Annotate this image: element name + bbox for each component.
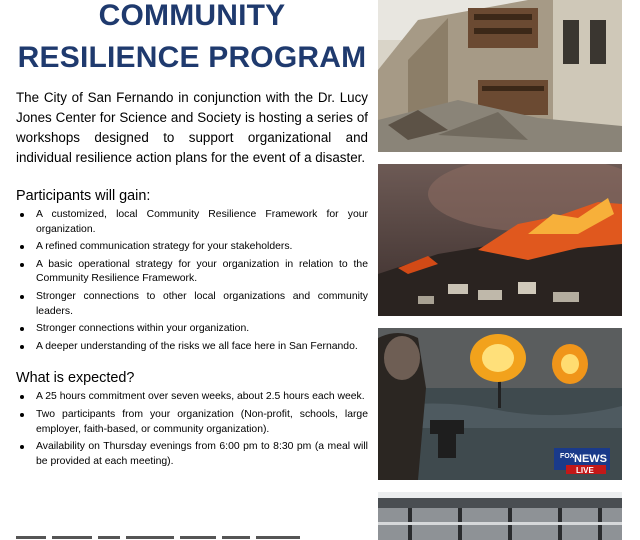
list-item: Stronger connections within your organization. bbox=[16, 322, 368, 337]
news-logo-mid: NEWS bbox=[574, 453, 607, 465]
list-item: Two participants from your organization (Non-profit, schools, large employer, faith-based, or community organization). bbox=[16, 408, 368, 437]
program-title bbox=[16, 0, 368, 80]
list-item: A deeper understanding of the risks we all face here in San Fernando. bbox=[16, 340, 368, 355]
list-item: A 25 hours commitment over seven weeks, about 2.5 hours each week. bbox=[16, 390, 368, 405]
expected-list bbox=[16, 390, 368, 469]
news-logo-top: FOX bbox=[560, 453, 575, 460]
earthquake-damage-photo bbox=[378, 0, 622, 152]
title-line-2: RESILIENCE PROGRAM bbox=[17, 41, 367, 74]
list-item: Availability on Thursday evenings from 6:00 pm to 8:30 pm (a meal will be provided at each meeting). bbox=[16, 440, 368, 469]
gain-heading: Participants will gain: bbox=[16, 188, 151, 204]
structure-photo-cropped bbox=[378, 492, 622, 540]
news-broadcast-photo bbox=[378, 328, 622, 480]
wildfire-photo bbox=[378, 164, 622, 316]
gain-list bbox=[16, 208, 368, 354]
list-item: A refined communication strategy for your stakeholders. bbox=[16, 240, 368, 255]
expected-heading: What is expected? bbox=[16, 370, 135, 387]
flyer-text-column bbox=[16, 0, 368, 472]
intro-paragraph: The City of San Fernando in conjunction with the Dr. Lucy Jones Center for Science and Society is hosting a series of workshops designed to support organizational and individual resilience action plans for the event of a disaster. bbox=[16, 90, 368, 165]
cropped-text-line bbox=[16, 532, 368, 540]
list-item: Stronger connections to other local organizations and community leaders. bbox=[16, 290, 368, 319]
list-item: A basic operational strategy for your organization in relation to the Community Resilience Framework. bbox=[16, 258, 368, 287]
title-line-1: COMMUNITY bbox=[98, 0, 286, 32]
news-logo-live: LIVE bbox=[576, 466, 594, 475]
list-item: A customized, local Community Resilience Framework for your organization. bbox=[16, 208, 368, 237]
